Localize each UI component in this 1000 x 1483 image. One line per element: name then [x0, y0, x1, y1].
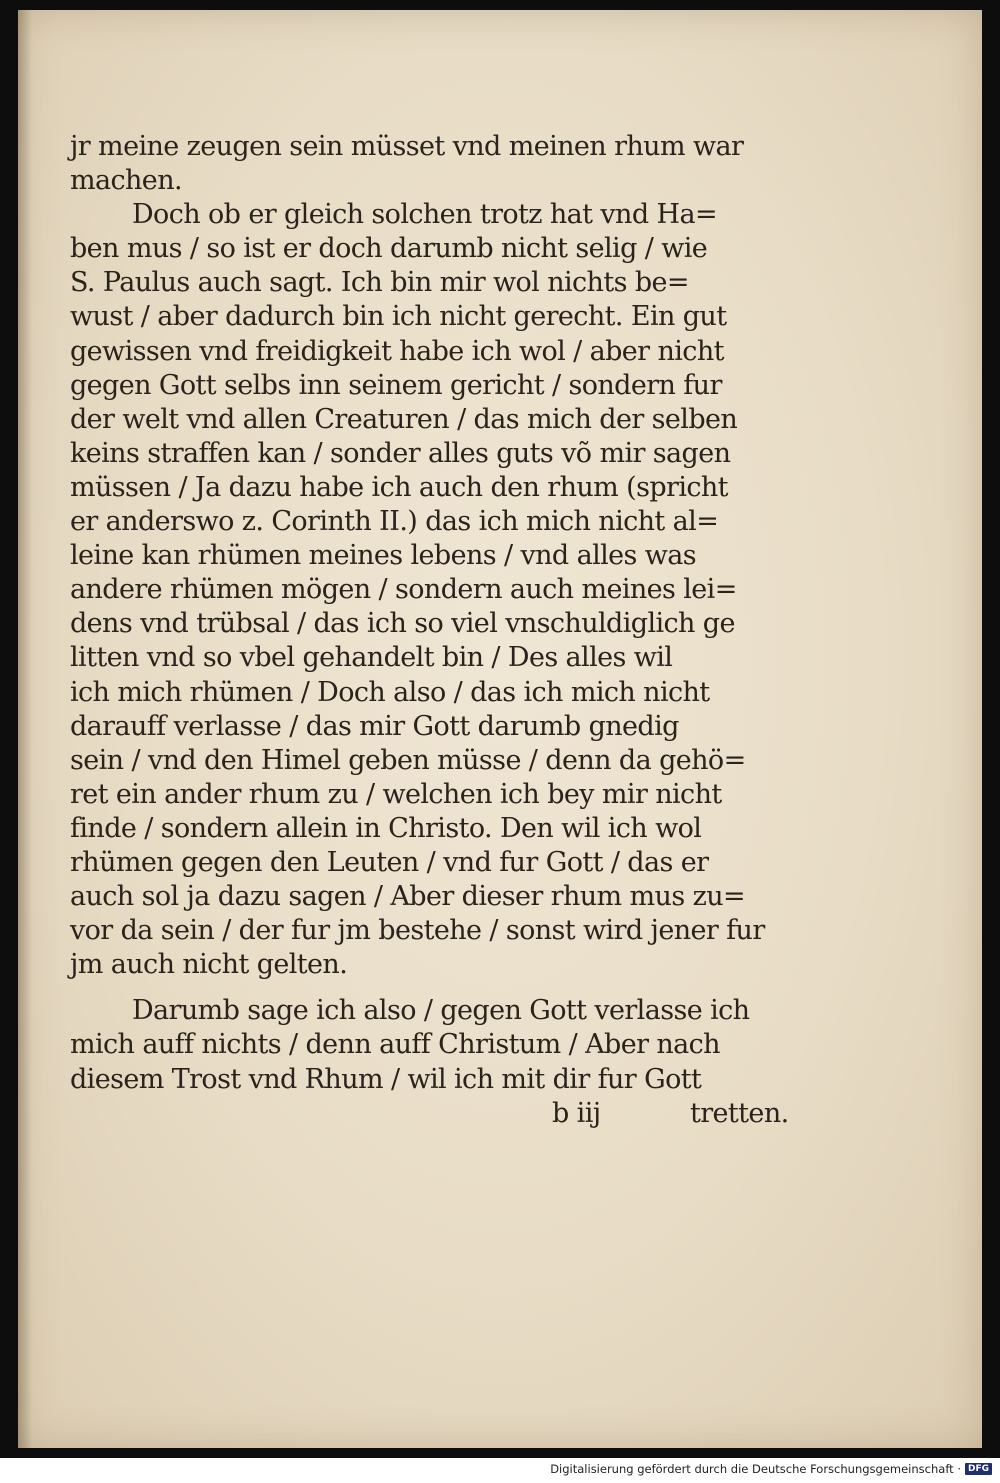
- text-line: müssen / Ja dazu habe ich auch den rhum (spricht: [70, 471, 728, 503]
- signature-mark: b iij: [552, 1097, 601, 1129]
- text-line: jr meine zeugen sein müsset vnd meinen rhum war: [70, 131, 744, 162]
- page-foot-line: [70, 1097, 810, 1131]
- text-line: gewissen vnd freidigkeit habe ich wol / aber nicht: [70, 335, 724, 367]
- text-line: Doch ob er gleich solchen trotz hat vnd Ha=: [132, 199, 717, 231]
- text-line: er anderswo z. Corinth II.) das ich mich nicht al=: [70, 506, 719, 538]
- text-line: vor da sein / der fur jm bestehe / sonst wird jener fur: [70, 915, 765, 947]
- text-line: keins straffen kan / sonder alles guts võ mir sagen: [70, 437, 731, 469]
- text-line: der welt vnd allen Creaturen / das mich der selben: [70, 403, 738, 435]
- text-line: ben mus / so ist er doch darumb nicht selig / wie: [70, 233, 708, 265]
- text-line: jm auch nicht gelten.: [70, 949, 348, 981]
- text-line: ich mich rhümen / Doch also / das ich mich nicht: [70, 676, 710, 708]
- digitization-credit: [550, 1462, 992, 1476]
- text-line: gegen Gott selbs inn seinem gericht / sondern fur: [70, 369, 722, 401]
- text-line: leine kan rhümen meines lebens / vnd alles was: [70, 540, 697, 572]
- text-line: S. Paulus auch sagt. Ich bin mir wol nichts be=: [70, 267, 689, 299]
- book-page: [18, 10, 982, 1448]
- text-line: auch sol ja dazu sagen / Aber dieser rhum mus zu=: [70, 881, 746, 913]
- text-line: darauff verlasse / das mir Gott darumb gnedig: [70, 710, 679, 742]
- credit-text: Digitalisierung gefördert durch die Deutsche Forschungsgemeinschaft ·: [550, 1462, 961, 1476]
- text-line: dens vnd trübsal / das ich so viel vnschuldiglich ge: [70, 608, 735, 640]
- text-line: litten vnd so vbel gehandelt bin / Des alles wil: [70, 642, 673, 674]
- text-line: wust / aber dadurch bin ich nicht gerecht. Ein gut: [70, 301, 727, 333]
- text-line: andere rhümen mögen / sondern auch meines lei=: [70, 574, 737, 606]
- text-line: machen.: [70, 165, 182, 197]
- text-line: diesem Trost vnd Rhum / wil ich mit dir fur Gott: [70, 1063, 702, 1095]
- dfg-logo: DFG: [965, 1463, 992, 1475]
- text-line: rhümen gegen den Leuten / vnd fur Gott / das er: [70, 846, 709, 878]
- text-line: sein / vnd den Himel geben müsse / denn da gehö=: [70, 744, 746, 776]
- text-line: finde / sondern allein in Christo. Den wil ich wol: [70, 812, 702, 844]
- text-line: mich auff nichts / denn auff Christum / Aber nach: [70, 1029, 720, 1061]
- catchword: tretten.: [690, 1097, 789, 1129]
- page-text: [70, 130, 810, 1131]
- text-line: ret ein ander rhum zu / welchen ich bey mir nicht: [70, 778, 722, 810]
- text-line: Darumb sage ich also / gegen Gott verlasse ich: [132, 995, 750, 1027]
